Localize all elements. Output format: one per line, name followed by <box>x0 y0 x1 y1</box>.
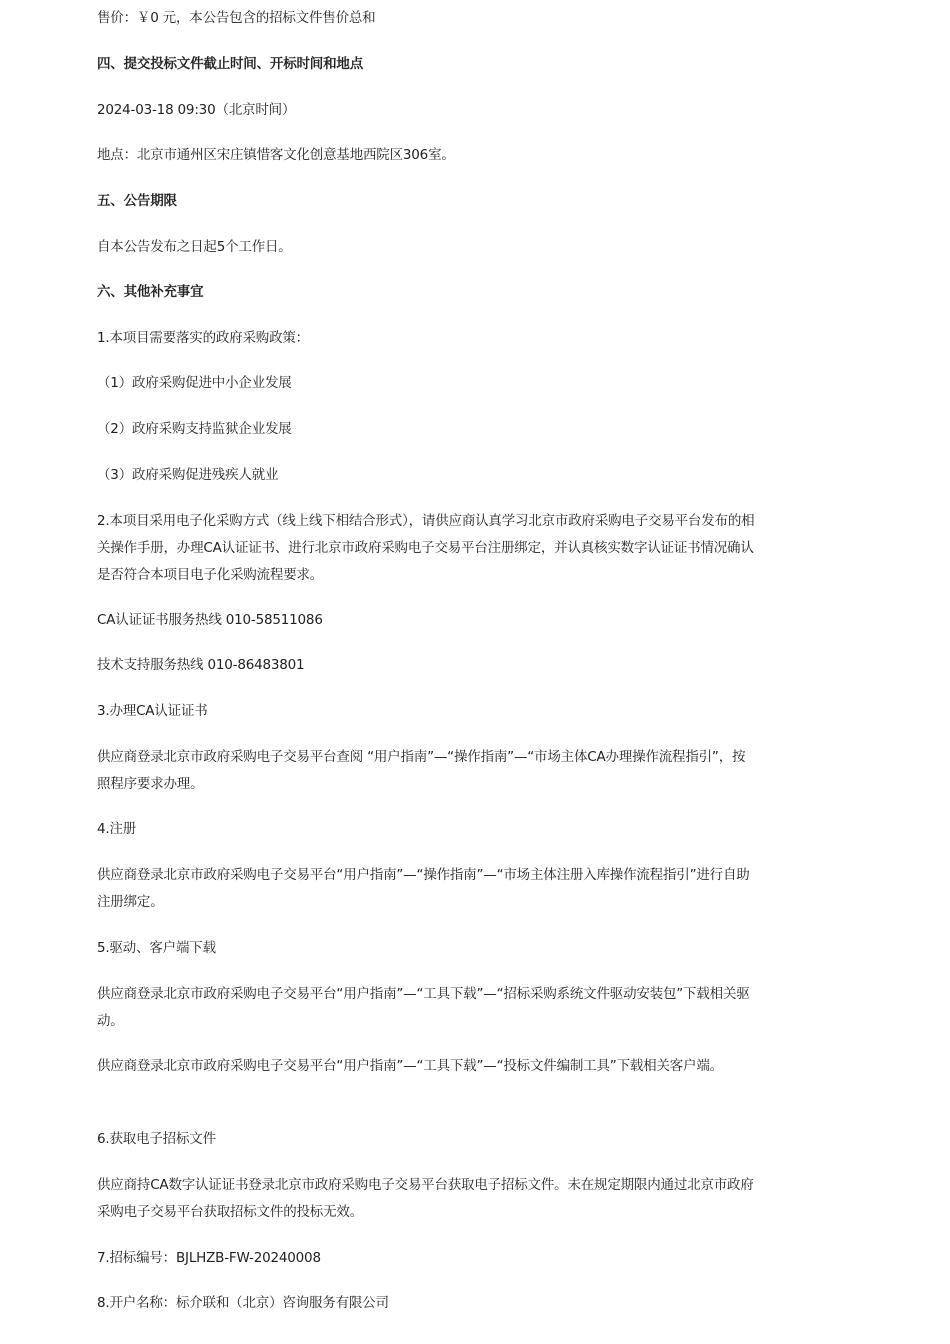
item-5-text-1: 供应商登录北京市政府采购电子交易平台“用户指南”—“工具下载”—“招标采购系统文件驱动安装包”下载相关驱动。 <box>97 986 750 1029</box>
item-4-text: 供应商登录北京市政府采购电子交易平台“用户指南”—“操作指南”—“市场主体注册入库操作流程指引”进行自助注册绑定。 <box>97 867 750 910</box>
item-1-policy-b: （2）政府采购支持监狱企业发展 <box>97 421 292 437</box>
item-7: 7.招标编号：BJLHZB-FW-20240008 <box>97 1250 321 1266</box>
item-3: 3.办理CA认证证书 <box>97 703 208 719</box>
item-1-policy-c: （3）政府采购促进残疾人就业 <box>97 467 279 483</box>
announcement-period: 自本公告发布之日起5个工作日。 <box>97 239 292 255</box>
section-6-heading: 六、其他补充事宜 <box>97 284 204 300</box>
location-line: 地点：北京市通州区宋庄镇惜客文化创意基地西院区306室。 <box>97 147 455 163</box>
item-2: 2.本项目采用电子化采购方式（线上线下相结合形式），请供应商认真学习北京市政府采购电子交易平台发布的相关操作手册，办理CA认证证书、进行北京市政府采购电子交易平台注册绑定，并认真核实数字认证证书情况确认是否符合本项目电子化采购流程要求。 <box>97 513 755 583</box>
item-5-text-2: 供应商登录北京市政府采购电子交易平台“用户指南”—“工具下载”—“投标文件编制工具”下载相关客户端。 <box>97 1058 723 1074</box>
item-1: 1.本项目需要落实的政府采购政策： <box>97 330 309 346</box>
item-5: 5.驱动、客户端下载 <box>97 940 216 956</box>
section-4-heading: 四、提交投标文件截止时间、开标时间和地点 <box>97 56 363 72</box>
deadline-time: 2024-03-18 09:30（北京时间） <box>97 102 296 118</box>
item-4: 4.注册 <box>97 821 137 837</box>
price-line: 售价：￥0 元，本公告包含的招标文件售价总和 <box>97 10 376 26</box>
item-8: 8.开户名称：标介联和（北京）咨询服务有限公司 <box>97 1295 389 1311</box>
item-6: 6.获取电子招标文件 <box>97 1131 216 1147</box>
item-1-policy-a: （1）政府采购促进中小企业发展 <box>97 375 292 391</box>
tech-hotline: 技术支持服务热线 010-86483801 <box>97 657 305 673</box>
ca-hotline: CA认证证书服务热线 010-58511086 <box>97 612 323 628</box>
section-5-heading: 五、公告期限 <box>97 193 177 209</box>
item-6-text: 供应商持CA数字认证证书登录北京市政府采购电子交易平台获取电子招标文件。未在规定期限内通过北京市政府采购电子交易平台获取招标文件的投标无效。 <box>97 1177 754 1220</box>
item-3-text: 供应商登录北京市政府采购电子交易平台查阅 “用户指南”—“操作指南”—“市场主体CA办理操作流程指引”，按照程序要求办理。 <box>97 749 746 792</box>
